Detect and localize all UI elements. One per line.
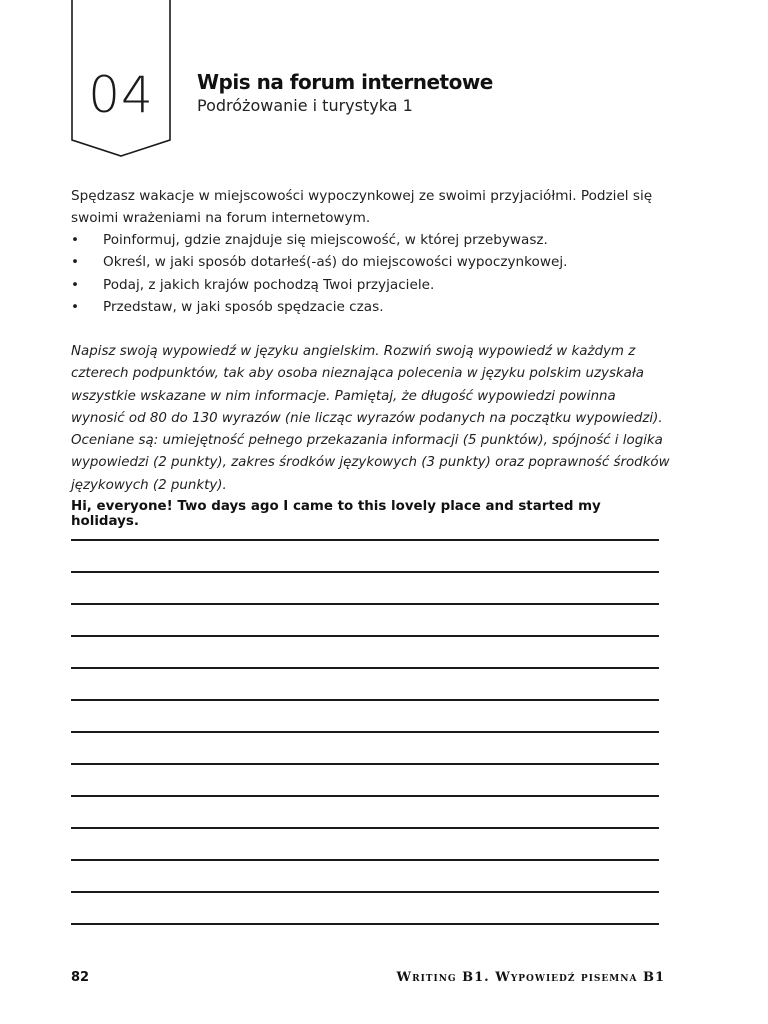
bullet-text: Poinformuj, gdzie znajduje się miejscowość, w której przebywasz.	[103, 232, 548, 248]
writing-line[interactable]	[71, 541, 659, 573]
chapter-tab	[71, 0, 171, 158]
bullet-text: Określ, w jaki sposób dotarłeś(-aś) do miejscowości wypoczynkowej.	[103, 254, 568, 271]
writing-line[interactable]	[71, 733, 659, 765]
answer-starter-sentence: Hi, everyone! Two days ago I came to this lovely place and started my holidays.	[71, 499, 601, 529]
answer-writing-area[interactable]	[71, 539, 659, 925]
bullet-symbol: •	[71, 298, 80, 315]
bullet-text: Przedstaw, w jaki sposób spędzacie czas.	[103, 298, 384, 315]
running-footer-title: Writing B1. Wypowiedź pisemna B1	[396, 970, 665, 985]
chapter-number: 04	[88, 66, 154, 124]
writing-line[interactable]	[71, 893, 659, 925]
writing-line[interactable]	[71, 605, 659, 637]
writing-line[interactable]	[71, 573, 659, 605]
writing-line[interactable]	[71, 765, 659, 797]
bullet-item	[71, 274, 671, 296]
page-title: Wpis na forum internetowe	[197, 70, 493, 94]
bullet-symbol: •	[71, 254, 80, 271]
page-number: 82	[71, 970, 90, 985]
bullet-item	[71, 229, 671, 251]
task-bullet-list	[71, 229, 671, 318]
bullet-symbol: •	[71, 276, 80, 293]
writing-line[interactable]	[71, 669, 659, 701]
task-intro-section	[71, 185, 671, 318]
page-subtitle: Podróżowanie i turystyka 1	[197, 96, 413, 115]
bullet-item	[71, 251, 671, 273]
writing-line[interactable]	[71, 701, 659, 733]
bullet-item	[71, 296, 671, 318]
task-instruction: Napisz swoją wypowiedź w języku angielskim. Rozwiń swoją wypowiedź w każdym z czterech podpunktów, tak aby osoba nieznająca polecenia w języku polskim uzyskała wszystkie wskazane w nim informacje. Pamiętaj, że długość wypowiedzi powinna wynosić od 80 do 130 wyrazów (nie licząc wyrazów podanych na początku wypowiedzi). Oceniane są: umiejętność pełnego przekazania informacji (5 punktów), spójność i logika wypowiedzi (2 punkty), zakres środków językowych (3 punkty) oraz poprawność środków językowych (2 punkty).	[71, 344, 670, 493]
bullet-symbol: •	[71, 232, 80, 248]
writing-line[interactable]	[71, 797, 659, 829]
writing-line[interactable]	[71, 829, 659, 861]
bullet-text: Podaj, z jakich krajów pochodzą Twoi przyjaciele.	[103, 276, 435, 293]
writing-line[interactable]	[71, 861, 659, 893]
task-intro-text: Spędzasz wakacje w miejscowości wypoczynkowej ze swoimi przyjaciółmi. Podziel się swoimi wrażeniami na forum internetowym.	[71, 188, 653, 226]
writing-line[interactable]	[71, 637, 659, 669]
